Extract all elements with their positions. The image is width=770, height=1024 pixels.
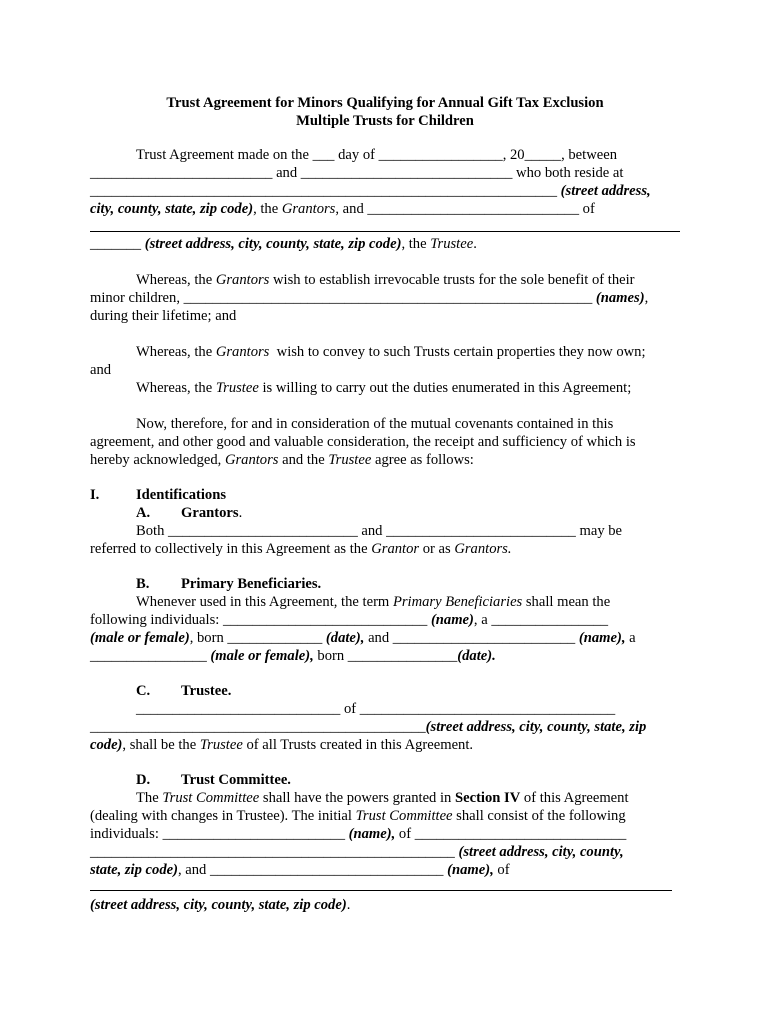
text-run: , and ________________________________ xyxy=(177,862,448,878)
preamble-line-6 xyxy=(90,235,477,253)
text-run: , shall be the xyxy=(122,737,200,753)
text-run: following individuals: ____________________________ xyxy=(90,612,431,628)
text-run: is willing to carry out the duties enumerated in this Agreement; xyxy=(258,380,632,396)
blank-line-rule xyxy=(90,231,680,232)
text-run: individuals: _________________________ xyxy=(90,826,349,842)
text-run: shall have the powers granted in xyxy=(259,790,455,806)
text-run: , and _____________________________ of xyxy=(335,201,595,217)
text-run: wish to convey to such Trusts certain properties they now own; xyxy=(269,344,646,360)
text-run: Whereas, the xyxy=(136,272,216,288)
text-run: state, zip code) xyxy=(90,862,178,878)
text-run: Grantors xyxy=(224,452,279,468)
text-run: The xyxy=(136,790,163,806)
preamble-line-2: _________________________ and _____________________________ who both reside at xyxy=(90,165,624,181)
text-run: of this Agreement xyxy=(520,790,629,806)
subsection-a-heading xyxy=(181,504,242,522)
subsection-b-line-3 xyxy=(90,629,636,647)
text-run: (street address, city, county, state, zip xyxy=(425,719,647,735)
text-run: , born _____________ xyxy=(189,630,326,646)
text-run: Whenever used in this Agreement, the term xyxy=(136,594,393,610)
text-run: (male or female) xyxy=(90,630,190,646)
text-run: , a ________________ xyxy=(473,612,609,628)
text-run: a xyxy=(625,630,636,646)
subsection-d-line-4 xyxy=(90,843,624,861)
text-run: of _____________________________ xyxy=(395,826,627,842)
text-run: Trustee xyxy=(215,380,259,396)
subsection-d-line-3 xyxy=(90,825,626,843)
text-run: . xyxy=(473,236,477,252)
text-run: ________________________________________________________________ xyxy=(90,183,561,199)
text-run: hereby acknowledged, xyxy=(90,452,225,468)
subsection-c-line-1: ____________________________ of ___________________________________ xyxy=(136,701,616,717)
now-therefore-line-3 xyxy=(90,451,474,469)
whereas1-line-2 xyxy=(90,289,648,307)
text-run: Trustee xyxy=(430,236,474,252)
text-run: referred to collectively in this Agreement as the xyxy=(90,541,372,557)
text-run: (name), xyxy=(348,826,396,842)
subsection-c-line-2 xyxy=(90,718,646,736)
subsection-d-line-5 xyxy=(90,861,510,879)
preamble-line-4 xyxy=(90,200,595,218)
subsection-b-heading: Primary Beneficiaries. xyxy=(181,576,322,592)
whereas1-line-1 xyxy=(136,271,635,289)
text-run: (dealing with changes in Trustee). The initial xyxy=(90,808,356,824)
text-run: (date). xyxy=(457,648,496,664)
subsection-b-line-2 xyxy=(90,611,608,629)
text-run: Grantors. xyxy=(454,541,512,557)
subsection-d-line-7 xyxy=(90,896,350,914)
text-run: minor children, ________________________________________________________ xyxy=(90,290,596,306)
text-run: Grantors xyxy=(215,344,270,360)
text-run: Grantors xyxy=(181,505,239,521)
text-run: agree as follows: xyxy=(371,452,474,468)
subsection-c-letter: C. xyxy=(136,683,151,699)
subsection-a-letter: A. xyxy=(136,505,151,521)
text-run: Trust Committee xyxy=(162,790,260,806)
text-run: , the xyxy=(401,236,431,252)
subsection-d-heading: Trust Committee. xyxy=(181,772,291,788)
text-run: code) xyxy=(90,737,123,753)
text-run: Primary Beneficiaries xyxy=(392,594,523,610)
text-run: Section IV xyxy=(455,790,521,806)
subsection-b-letter: B. xyxy=(136,576,150,592)
whereas2-line-3 xyxy=(136,379,631,397)
text-run: and _________________________ xyxy=(364,630,579,646)
subsection-c-line-3 xyxy=(90,736,473,754)
text-run: shall consist of the following xyxy=(452,808,626,824)
text-run: (street address, city, county, state, zip code) xyxy=(90,897,347,913)
blank-line-rule xyxy=(90,890,672,891)
subsection-d-line-1 xyxy=(136,789,629,807)
text-run: , the xyxy=(253,201,282,217)
text-run: (name) xyxy=(430,612,474,628)
text-run: . xyxy=(346,897,351,913)
text-run: (male or female), xyxy=(210,648,314,664)
text-run: or as xyxy=(419,541,455,557)
whereas2-line-2: and xyxy=(90,362,112,378)
text-run: _______ xyxy=(90,236,145,252)
text-run: and the xyxy=(278,452,329,468)
text-run: Trustee xyxy=(199,737,243,753)
text-run: (street address, city, county, xyxy=(458,844,624,860)
text-run: (name), xyxy=(447,862,494,878)
subsection-b-line-4 xyxy=(90,647,496,665)
text-run: wish to establish irrevocable trusts for the sole benefit of their xyxy=(269,272,635,288)
section-heading: Identifications xyxy=(136,487,226,503)
text-run: Grantor xyxy=(371,541,420,557)
text-run: (date), xyxy=(325,630,365,646)
text-run: of all Trusts created in this Agreement. xyxy=(242,737,474,753)
text-run: ______________________________________________ xyxy=(90,719,426,735)
text-run: born _______________ xyxy=(313,648,458,664)
text-run: (street address, city, county, state, zip code) xyxy=(144,236,402,252)
text-run: , xyxy=(644,290,649,306)
text-run: ________________ xyxy=(90,648,211,664)
document-title-line1: Trust Agreement for Minors Qualifying for Annual Gift Tax Exclusion xyxy=(166,95,604,111)
preamble-line-3 xyxy=(90,182,651,200)
text-run: Trust Committee xyxy=(355,808,453,824)
text-run: Grantors xyxy=(281,201,336,217)
text-run: Trustee xyxy=(328,452,372,468)
preamble-line-1: Trust Agreement made on the ___ day of _________________, 20_____, between xyxy=(136,147,617,163)
section-number: I. xyxy=(90,487,100,503)
text-run: (names) xyxy=(595,290,645,306)
whereas2-line-1 xyxy=(136,343,646,361)
document-title-line2: Multiple Trusts for Children xyxy=(296,113,474,129)
text-run: Grantors xyxy=(215,272,270,288)
subsection-a-line-1: Both __________________________ and __________________________ may be xyxy=(136,523,623,539)
text-run: . xyxy=(238,505,243,521)
now-therefore-line-1: Now, therefore, for and in consideration of the mutual covenants contained in this xyxy=(136,416,614,432)
subsection-a-line-2 xyxy=(90,540,512,558)
text-run: (name), xyxy=(578,630,626,646)
text-run: __________________________________________________ xyxy=(90,844,459,860)
text-run: Whereas, the xyxy=(136,380,216,396)
text-run: city, county, state, zip code) xyxy=(90,201,254,217)
text-run: shall mean the xyxy=(522,594,611,610)
subsection-d-letter: D. xyxy=(136,772,151,788)
text-run: of xyxy=(493,862,510,878)
text-run: (street address, xyxy=(560,183,651,199)
text-run: Whereas, the xyxy=(136,344,216,360)
subsection-d-line-2 xyxy=(90,807,626,825)
whereas1-line-3: during their lifetime; and xyxy=(90,308,237,324)
subsection-b-line-1 xyxy=(136,593,610,611)
subsection-c-heading: Trustee. xyxy=(181,683,232,699)
now-therefore-line-2: agreement, and other good and valuable consideration, the receipt and sufficiency of which is xyxy=(90,434,636,450)
